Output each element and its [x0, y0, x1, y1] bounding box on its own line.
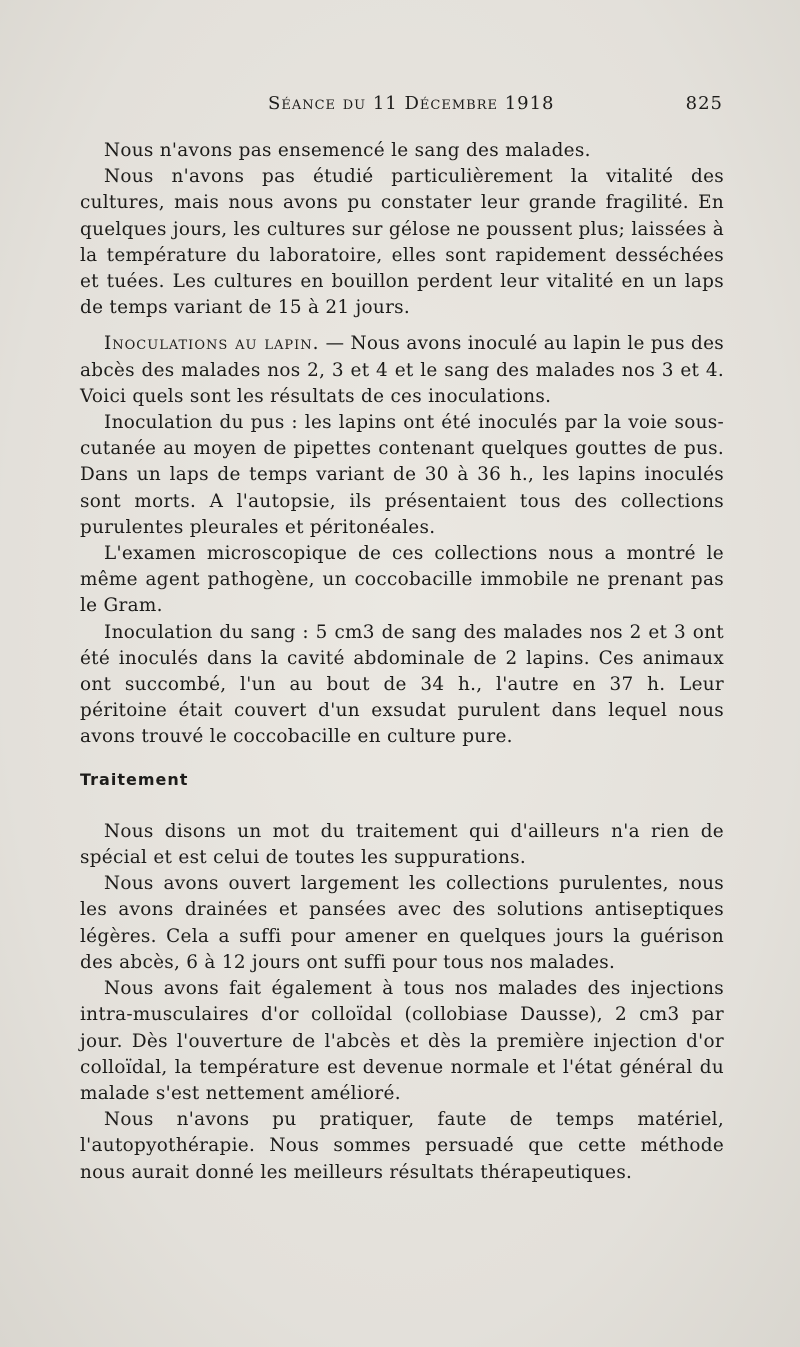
paragraph: Nous disons un mot du traitement qui d'ailleurs n'a rien de spécial et est celui de toutes les suppurations.: [80, 820, 724, 869]
paragraph: Nous n'avons pas ensemencé le sang des malades.: [104, 140, 591, 161]
paragraph: Inoculation du sang : 5 cm3 de sang des malades nos 2 et 3 ont été inoculés dans la cavité abdominale de 2 lapins. Ces animaux ont succombé, l'un au bout de 34 h., l'autre en 37 h. Leur péritoine était couvert d'un exsudat purulent dans lequel nous avons trouvé le coccobacille en culture pure.: [80, 621, 724, 748]
inoculations-heading: Inoculations au lapin.: [104, 333, 320, 355]
page-number: 825: [685, 93, 723, 114]
inoculations-intro-paragraph: [80, 331, 724, 410]
inoculations-intro: — Nous avons inoculé au lapin le pus des abcès des malades nos 2, 3 et 4 et le sang des malades nos 3 et 4. Voici quels sont les résultats de ces inoculations.: [80, 333, 724, 407]
paragraph: L'examen microscopique de ces collections nous a montré le même agent pathogène, un coccobacille immobile ne prenant pas le Gram.: [80, 543, 724, 617]
paragraph: Nous avons fait également à tous nos malades des injections intra-musculaires d'or colloïdal (collobiase Dausse), 2 cm3 par jour. Dès l'ouverture de l'abcès et dès la première injection d'or colloïdal, la température est devenue normale et l'état général du malade s'est nettement amélioré.: [80, 978, 724, 1104]
paragraph: Inoculation du pus : les lapins ont été inoculés par la voie sous-cutanée au moyen de pipettes contenant quelques gouttes de pus. Dans un laps de temps variant de 30 à 36 h., les lapins inoculés sont morts. A l'autopsie, ils présentaient tous des collections purulentes pleurales et péritonéales.: [80, 412, 724, 538]
paragraph: Nous n'avons pas étudié particulièrement la vitalité des cultures, mais nous avons pu constater leur grande fragilité. En quelques jours, les cultures sur gélose ne poussent plus; laissées à la température du laboratoire, elles sont rapidement desséchées et tuées. Les cultures en bouillon perdent leur vitalité en un laps de temps variant de 15 à 21 jours.: [80, 166, 724, 319]
paragraph: Nous avons ouvert largement les collections purulentes, nous les avons drainées et pansées avec des solutions antiseptiques légères. Cela a suffi pour amener en quelques jours la guérison des abcès, 6 à 12 jours ont suffi pour tous nos malades.: [80, 873, 724, 973]
running-title: Séance du 11 Décembre 1918: [268, 93, 555, 114]
body-text: [80, 138, 724, 1186]
paragraph: Nous n'avons pu pratiquer, faute de temps matériel, l'autopyothérapie. Nous sommes persuadé que cette méthode nous aurait donné les meilleurs résultats thérapeutiques.: [80, 1109, 724, 1183]
running-header: [80, 93, 723, 117]
section-title: Traitement: [80, 769, 189, 789]
